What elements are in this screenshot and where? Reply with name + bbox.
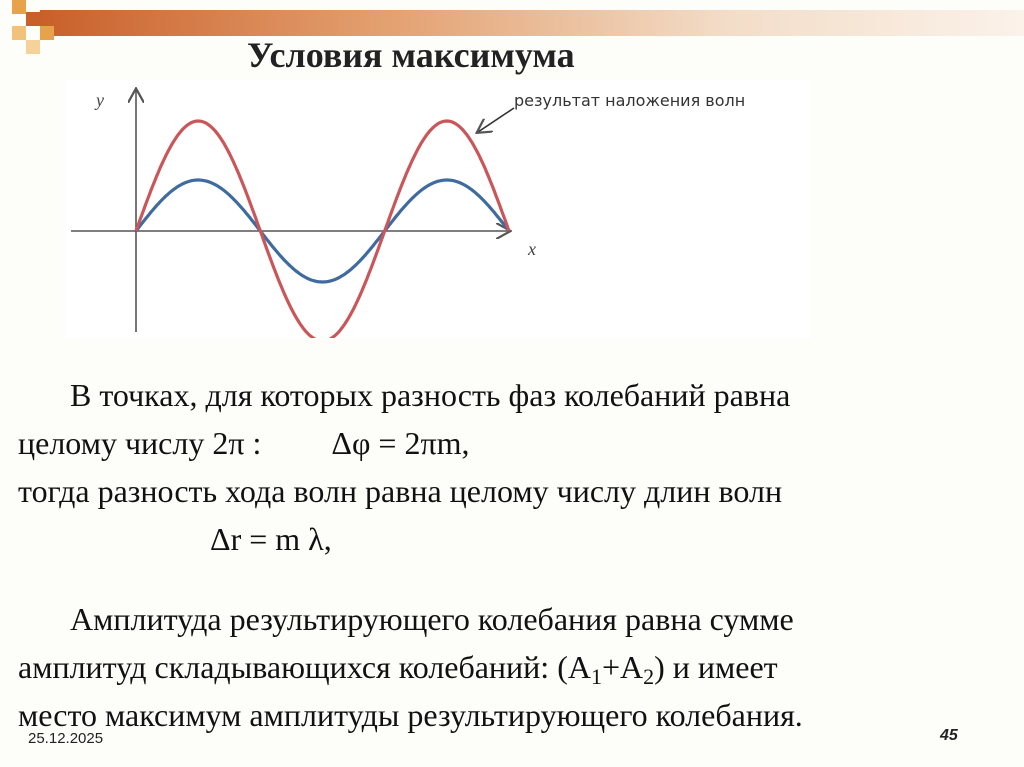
resultant-wave [136, 121, 509, 338]
p2-line1: Амплитуда результирующего колебания равна сумме [70, 601, 794, 637]
y-axis-label: y [96, 90, 104, 110]
p1-line2-text: целому числу 2π : [18, 425, 262, 461]
slide-title: Условия максимума [247, 35, 575, 75]
subscript-2: 2 [643, 664, 655, 689]
phase-formula: Δφ = 2πm, [331, 425, 470, 461]
decor-square [40, 26, 54, 40]
slide-number: 45 [940, 727, 958, 744]
p2-line2 [18, 643, 1008, 691]
annotation-arrow [478, 108, 514, 132]
p2-line2-end: ) и имеет [654, 649, 778, 685]
p2-line2-text: амплитуд складывающихся колебаний: (А [18, 649, 591, 685]
slide-body [18, 371, 1008, 739]
decor-square [12, 0, 26, 14]
decor-square [26, 12, 40, 26]
annotation-label: результат наложения волн [514, 91, 746, 110]
subscript-1: 1 [590, 664, 602, 689]
p1-line1: В точках, для которых разность фаз колебаний равна [70, 377, 791, 413]
decor-square [12, 26, 26, 40]
decor-square [26, 40, 40, 54]
wave-figure [66, 80, 811, 338]
slide-date: 25.12.2025 [28, 730, 104, 747]
p1-line2 [18, 419, 1008, 467]
wave-diagram [66, 80, 811, 338]
path-formula: Δr = m λ, [210, 521, 332, 557]
p2-line3: место максимум амплитуды результирующего колебания. [18, 697, 803, 733]
header-band [40, 10, 1024, 36]
plus-a: +А [601, 649, 644, 685]
p1-line3: тогда разность хода волн равна целому числу длин волн [18, 473, 783, 509]
x-axis-label: x [528, 239, 536, 259]
